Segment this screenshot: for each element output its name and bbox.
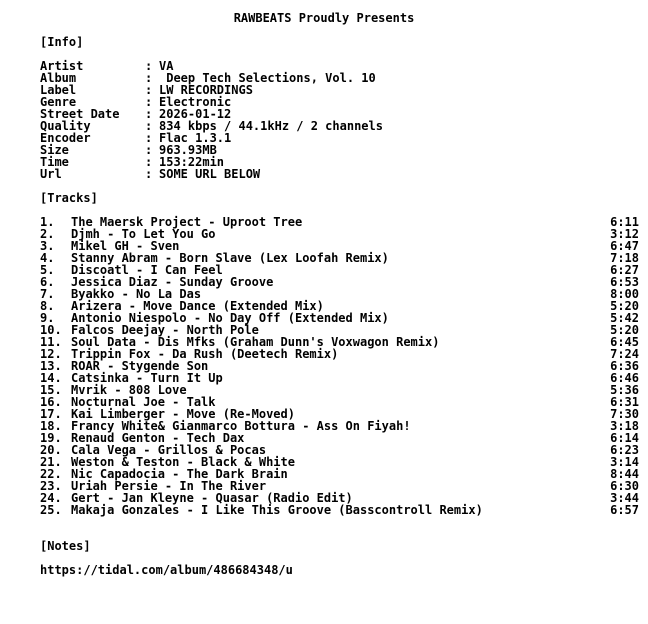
info-value: Flac 1.3.1 [159, 131, 232, 145]
info-value: Electronic [159, 95, 232, 109]
info-label: Label [40, 83, 77, 97]
track-duration: 5:36 [610, 383, 639, 397]
track-number: 23. [40, 479, 62, 493]
track-number: 15. [40, 383, 62, 397]
info-value: 963.93MB [159, 143, 217, 157]
track-title: Falcos Deejay - North Pole [71, 323, 259, 337]
info-label: Time [40, 155, 69, 169]
track-number: 18. [40, 419, 62, 433]
info-label: Size [40, 143, 69, 157]
tracks-heading: [Tracks] [40, 191, 98, 205]
info-separator: : [145, 155, 153, 169]
track-title: Mvrik - 808 Love [71, 383, 187, 397]
track-duration: 7:30 [610, 407, 639, 421]
track-duration: 6:46 [610, 371, 639, 385]
track-title: Cala Vega - Grillos & Pocas [71, 443, 267, 457]
info-heading: [Info] [40, 35, 84, 49]
info-separator: : [145, 83, 153, 97]
track-title: The Maersk Project - Uproot Tree [71, 215, 303, 229]
info-separator: : [145, 119, 153, 133]
track-duration: 6:31 [610, 395, 639, 409]
track-duration: 6:45 [610, 335, 639, 349]
info-value: 2026-01-12 [159, 107, 232, 121]
track-duration: 5:20 [610, 299, 639, 313]
track-number: 9. [40, 311, 55, 325]
info-separator: : [145, 143, 153, 157]
track-title: Trippin Fox - Da Rush (Deetech Remix) [71, 347, 339, 361]
notes-url: https://tidal.com/album/486684348/u [40, 563, 293, 577]
track-title: Antonio Niespolo - No Day Off (Extended Mix) [71, 311, 389, 325]
track-title: Makaja Gonzales - I Like This Groove (Basscontroll Remix) [71, 503, 483, 517]
track-number: 1. [40, 215, 55, 229]
track-title: Byakko - No La Das [71, 287, 202, 301]
info-value: VA [159, 59, 174, 73]
info-separator: : [145, 131, 153, 145]
track-duration: 6:47 [610, 239, 639, 253]
track-number: 16. [40, 395, 62, 409]
track-duration: 5:42 [610, 311, 639, 325]
track-title: Uriah Persie - In The River [71, 479, 267, 493]
track-title: Catsinka - Turn It Up [71, 371, 223, 385]
info-separator: : [145, 95, 153, 109]
track-title: Kai Limberger - Move (Re-Moved) [71, 407, 295, 421]
track-title: ROAR - Stygende Son [71, 359, 209, 373]
track-title: Stanny Abram - Born Slave (Lex Loofah Remix) [71, 251, 389, 265]
track-number: 7. [40, 287, 55, 301]
info-separator: : [145, 107, 153, 121]
track-number: 14. [40, 371, 62, 385]
track-duration: 6:27 [610, 263, 639, 277]
track-number: 8. [40, 299, 55, 313]
track-title: Nic Capadocia - The Dark Brain [71, 467, 288, 481]
track-duration: 6:30 [610, 479, 639, 493]
track-number: 24. [40, 491, 62, 505]
track-number: 10. [40, 323, 62, 337]
track-number: 3. [40, 239, 55, 253]
track-duration: 7:24 [610, 347, 639, 361]
track-title: Weston & Teston - Black & White [71, 455, 295, 469]
track-number: 25. [40, 503, 62, 517]
info-label: Genre [40, 95, 77, 109]
track-duration: 3:12 [610, 227, 639, 241]
track-number: 13. [40, 359, 62, 373]
track-duration: 6:11 [610, 215, 639, 229]
track-duration: 6:14 [610, 431, 639, 445]
track-duration: 5:20 [610, 323, 639, 337]
track-number: 6. [40, 275, 55, 289]
info-label: Album [40, 71, 77, 85]
info-label: Url [40, 167, 62, 181]
track-title: Arizera - Move Dance (Extended Mix) [71, 299, 324, 313]
info-value: Deep Tech Selections, Vol. 10 [159, 71, 376, 85]
notes-heading: [Notes] [40, 539, 91, 553]
info-label: Encoder [40, 131, 91, 145]
track-number: 19. [40, 431, 62, 445]
track-number: 2. [40, 227, 55, 241]
info-value: 153:22min [159, 155, 225, 169]
track-title: Discoatl - I Can Feel [71, 263, 223, 277]
info-label: Street Date [40, 107, 120, 121]
info-value: 834 kbps / 44.1kHz / 2 channels [159, 119, 383, 133]
track-duration: 6:57 [610, 503, 639, 517]
info-separator: : [145, 167, 153, 181]
info-separator: : [145, 71, 153, 85]
info-value: SOME URL BELOW [159, 167, 261, 181]
track-duration: 8:44 [610, 467, 639, 481]
info-label: Artist [40, 59, 84, 73]
track-number: 12. [40, 347, 62, 361]
track-number: 5. [40, 263, 55, 277]
track-duration: 7:18 [610, 251, 639, 265]
track-title: Renaud Genton - Tech Dax [71, 431, 245, 445]
track-duration: 3:14 [610, 455, 639, 469]
info-label: Quality [40, 119, 91, 133]
track-duration: 3:18 [610, 419, 639, 433]
track-title: Jessica Diaz - Sunday Groove [71, 275, 274, 289]
track-number: 21. [40, 455, 62, 469]
track-title: Francy White& Gianmarco Bottura - Ass On Fiyah! [71, 419, 411, 433]
track-title: Mikel GH - Sven [71, 239, 180, 253]
track-duration: 3:44 [610, 491, 639, 505]
track-title: Nocturnal Joe - Talk [71, 395, 216, 409]
track-number: 20. [40, 443, 62, 457]
track-number: 22. [40, 467, 62, 481]
info-value: LW RECORDINGS [159, 83, 253, 97]
track-title: Soul Data - Dis Mfks (Graham Dunn's Voxwagon Remix) [71, 335, 440, 349]
track-title: Gert - Jan Kleyne - Quasar (Radio Edit) [71, 491, 353, 505]
track-duration: 8:00 [610, 287, 639, 301]
track-number: 17. [40, 407, 62, 421]
track-number: 11. [40, 335, 62, 349]
info-separator: : [145, 59, 153, 73]
track-duration: 6:53 [610, 275, 639, 289]
track-duration: 6:23 [610, 443, 639, 457]
track-number: 4. [40, 251, 55, 265]
track-title: Djmh - To Let You Go [71, 227, 216, 241]
track-duration: 6:36 [610, 359, 639, 373]
release-title: RAWBEATS Proudly Presents [233, 11, 415, 25]
